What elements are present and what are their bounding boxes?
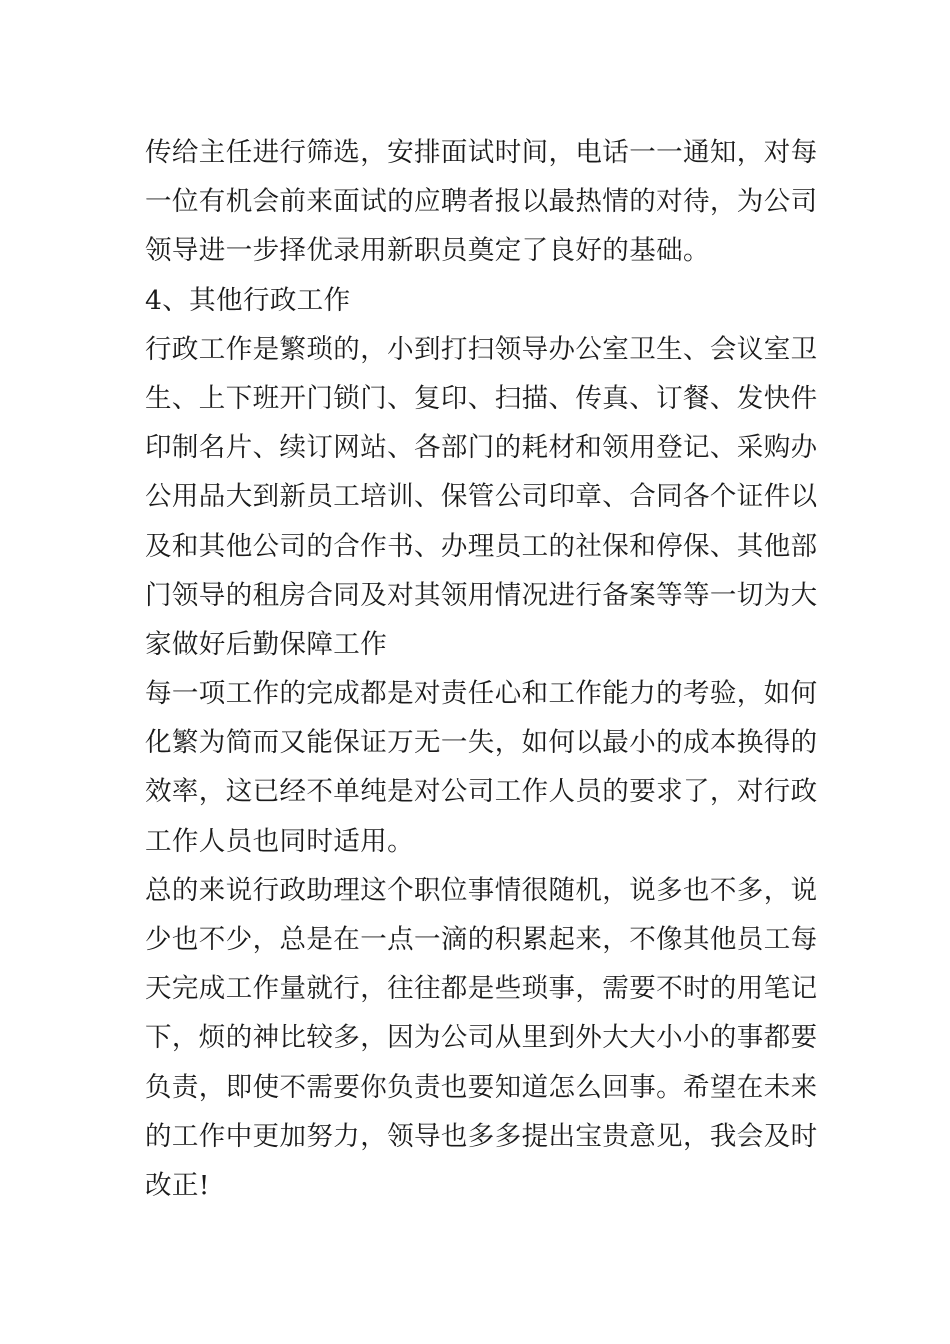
text-line: 效率，这已经不单纯是对公司工作人员的要求了，对行政 bbox=[145, 776, 818, 808]
text-line: 工作人员也同时适用。 bbox=[145, 825, 414, 857]
text-line: 一位有机会前来面试的应聘者报以最热情的对待，为公司 bbox=[145, 186, 818, 218]
text-line: 及和其他公司的合作书、办理员工的社保和停保、其他部 bbox=[145, 530, 818, 562]
text-line: 传给主任进行筛选，安排面试时间，电话一一通知，对每 bbox=[145, 137, 818, 168]
text-line: 少也不少，总是在一点一滴的积累起来，不像其他员工每 bbox=[145, 924, 818, 955]
text-line: 家做好后勤保障工作 bbox=[145, 628, 388, 660]
text-line: 改正! bbox=[145, 1169, 210, 1201]
text-line: 公用品大到新员工培训、保管公司印章、合同各个证件以 bbox=[145, 481, 818, 513]
text-line: 负责，即使不需要你负责也要知道怎么回事。希望在未来 bbox=[145, 1071, 818, 1103]
text-line: 天完成工作量就行，往往都是些琐事，需要不时的用笔记 bbox=[145, 973, 818, 1005]
text-line: 总的来说行政助理这个职位事情很随机，说多也不多，说 bbox=[145, 874, 818, 906]
text-line: 印制名片、续订网站、各部门的耗材和领用登记、采购办 bbox=[145, 432, 818, 464]
text-line: 下，烦的神比较多，因为公司从里到外大大小小的事都要 bbox=[145, 1022, 818, 1054]
text-line: 领导进一步择优录用新职员奠定了良好的基础。 bbox=[145, 235, 710, 267]
text-line: 门领导的租房合同及对其领用情况进行备案等等一切为大 bbox=[145, 579, 818, 611]
text-line: 生、上下班开门锁门、复印、扫描、传真、订餐、发快件 bbox=[145, 382, 818, 414]
document-body-text bbox=[145, 128, 818, 1210]
text-line: 行政工作是繁琐的，小到打扫领导办公室卫生、会议室卫 bbox=[145, 333, 818, 365]
text-line: 每一项工作的完成都是对责任心和工作能力的考验，如何 bbox=[145, 678, 818, 710]
section-heading: 4、其他行政工作 bbox=[145, 284, 351, 316]
text-line: 化繁为简而又能保证万无一失，如何以最小的成本换得的 bbox=[145, 727, 818, 759]
text-line: 的工作中更加努力，领导也多多提出宝贵意见，我会及时 bbox=[145, 1120, 818, 1152]
